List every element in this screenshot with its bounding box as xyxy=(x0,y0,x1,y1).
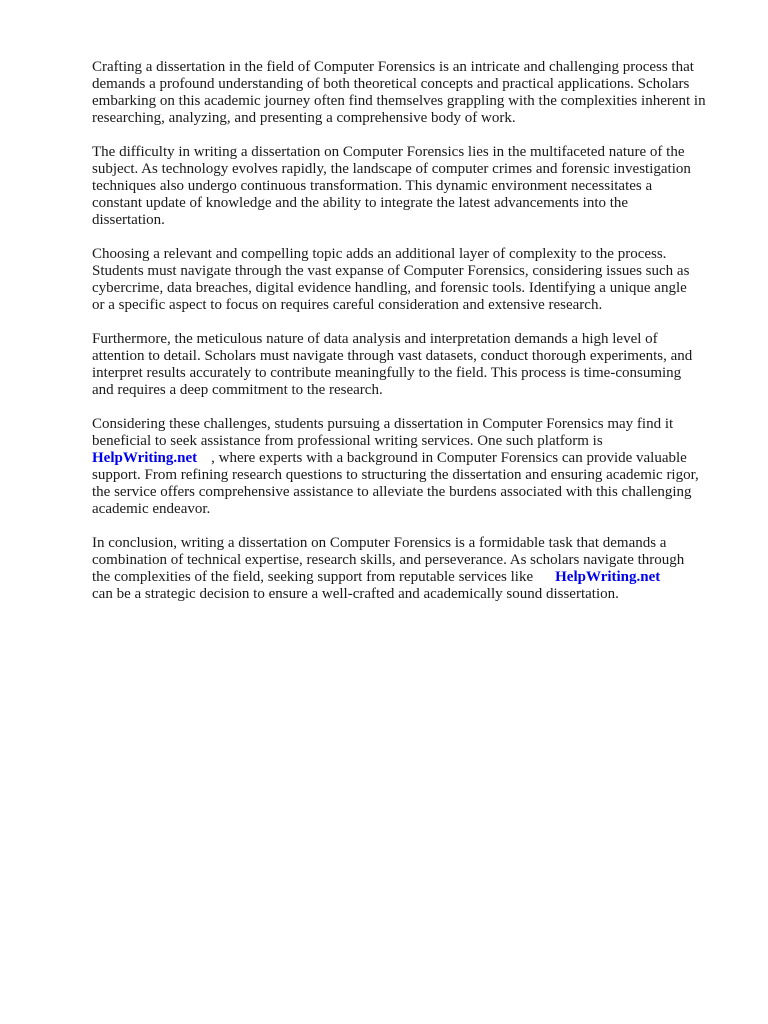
text-line: and requires a deep commitment to the research. xyxy=(92,382,383,398)
text-line: techniques also undergo continuous transformation. This dynamic environment necessitates a xyxy=(92,178,653,194)
text-fragment: the complexities of the field, seeking support from reputable services like xyxy=(92,569,534,585)
text-line: The difficulty in writing a dissertation on Computer Forensics lies in the multifaceted nature of the xyxy=(92,144,685,160)
text-line: interpret results accurately to contribute meaningfully to the field. This process is time-consuming xyxy=(92,365,682,381)
text-line: Students must navigate through the vast expanse of Computer Forensics, considering issues such as xyxy=(92,263,690,279)
text-fragment: , where experts with a background in Computer Forensics can provide valuable xyxy=(211,450,687,466)
paragraph-analysis xyxy=(92,331,732,399)
helpwriting-link[interactable]: HelpWriting.net xyxy=(555,569,661,585)
text-line: Considering these challenges, students pursuing a dissertation in Computer Forensics may find it xyxy=(92,416,674,432)
text-line: researching, analyzing, and presenting a comprehensive body of work. xyxy=(92,110,516,126)
paragraph-topic xyxy=(92,246,732,314)
text-line: academic endeavor. xyxy=(92,501,211,517)
text-line: cybercrime, data breaches, digital evidence handling, and forensic tools. Identifying a unique angle xyxy=(92,280,687,296)
text-line: constant update of knowledge and the ability to integrate the latest advancements into the xyxy=(92,195,629,211)
text-line: Choosing a relevant and compelling topic adds an additional layer of complexity to the process. xyxy=(92,246,667,262)
text-line: can be a strategic decision to ensure a well-crafted and academically sound dissertation. xyxy=(92,586,619,602)
text-line: demands a profound understanding of both theoretical concepts and practical applications. Scholars xyxy=(92,76,690,92)
text-line-with-link xyxy=(92,450,732,467)
text-line: beneficial to seek assistance from professional writing services. One such platform is xyxy=(92,433,603,449)
text-line: Crafting a dissertation in the field of Computer Forensics is an intricate and challenging process that xyxy=(92,59,694,75)
text-line: the service offers comprehensive assistance to alleviate the burdens associated with this challenging xyxy=(92,484,692,500)
text-line: embarking on this academic journey often find themselves grappling with the complexities inherent in xyxy=(92,93,706,109)
text-line: support. From refining research questions to structuring the dissertation and ensuring academic rigor, xyxy=(92,467,699,483)
text-line: dissertation. xyxy=(92,212,165,228)
text-line: subject. As technology evolves rapidly, the landscape of computer crimes and forensic investigation xyxy=(92,161,691,177)
paragraph-difficulty xyxy=(92,144,732,229)
paragraph-assistance xyxy=(92,416,732,518)
text-line: or a specific aspect to focus on requires careful consideration and extensive research. xyxy=(92,297,603,313)
text-line: In conclusion, writing a dissertation on Computer Forensics is a formidable task that demands a xyxy=(92,535,667,551)
text-line: Furthermore, the meticulous nature of data analysis and interpretation demands a high level of xyxy=(92,331,658,347)
paragraph-conclusion xyxy=(92,535,732,603)
text-line: attention to detail. Scholars must navigate through vast datasets, conduct thorough experiments, and xyxy=(92,348,693,364)
text-line-with-link xyxy=(92,569,732,586)
helpwriting-link[interactable]: HelpWriting.net xyxy=(92,450,198,466)
text-line: combination of technical expertise, research skills, and perseverance. As scholars navigate through xyxy=(92,552,685,568)
paragraph-intro xyxy=(92,59,732,127)
document-body xyxy=(92,59,732,620)
